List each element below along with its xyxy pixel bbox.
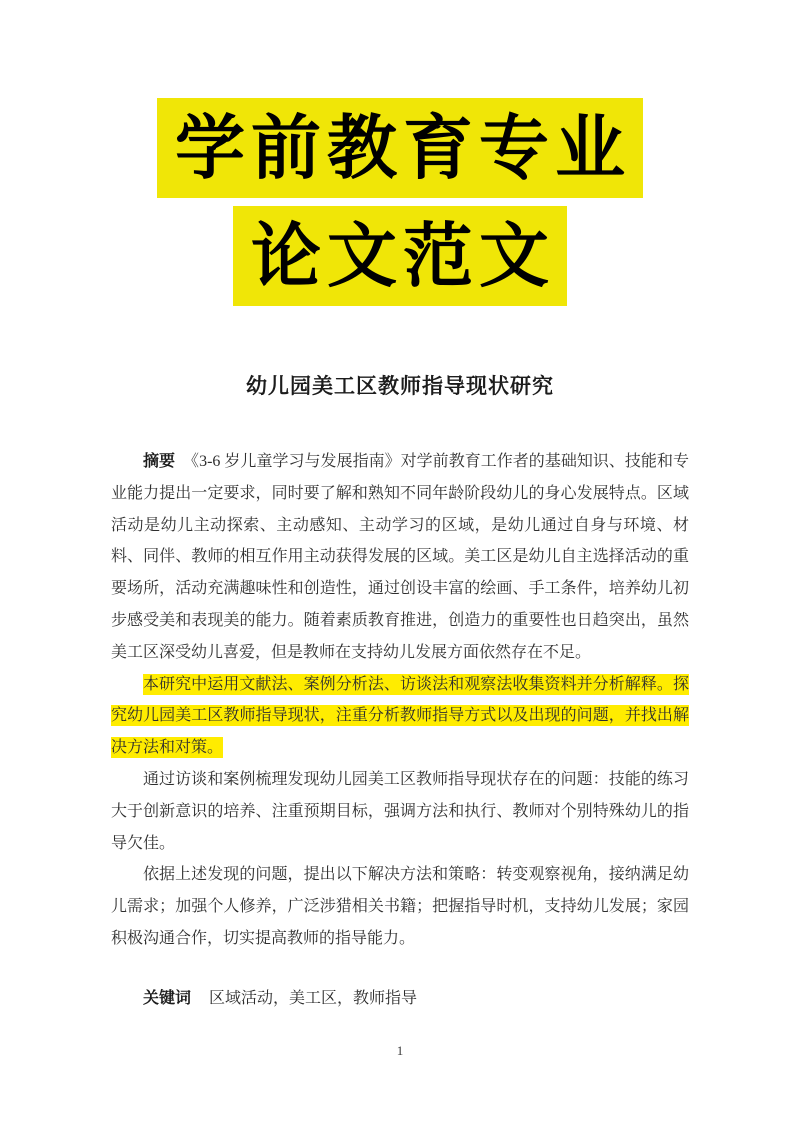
strategies-text: 依据上述发现的问题，提出以下解决方法和策略：转变观察视角，接纳满足幼儿需求；加强个人修养，广泛涉猎相关书籍；把握指导时机，支持幼儿发展；家园积极沟通合作，切实提高教师的指导能力。 — [111, 866, 689, 947]
highlighted-paragraph — [111, 669, 689, 764]
article-title: 幼儿园美工区教师指导现状研究 — [246, 375, 554, 398]
abstract-section — [111, 446, 689, 1015]
banner-title — [0, 0, 800, 306]
strategies-paragraph — [111, 859, 689, 954]
keywords-row — [111, 983, 689, 1015]
highlighted-text: 本研究中运用文献法、案例分析法、访谈法和观察法收集资料并分析解释。探究幼儿园美工区教师指导现状，注重分析教师指导方式以及出现的问题，并找出解决方法和对策。 — [111, 675, 689, 757]
abstract-label: 摘要 — [143, 453, 176, 470]
banner-title-line2: 论文范文 — [233, 206, 567, 306]
banner-title-line1: 学前教育专业 — [157, 98, 643, 198]
abstract-paragraph — [111, 446, 689, 669]
findings-paragraph — [111, 764, 689, 859]
keywords-text: 区域活动，美工区，教师指导 — [209, 989, 418, 1007]
findings-text: 通过访谈和案例梳理发现幼儿园美工区教师指导现状存在的问题：技能的练习大于创新意识的培养、注重预期目标，强调方法和执行、教师对个别特殊幼儿的指导欠佳。 — [111, 770, 689, 852]
abstract-text: 《3-6 岁儿童学习与发展指南》对学前教育工作者的基础知识、技能和专业能力提出一定要求，同时要了解和熟知不同年龄阶段幼儿的身心发展特点。区域活动是幼儿主动探索、主动感知、主动学习的区域，是幼儿通过自身与环境、材料、同伴、教师的相互作用主动获得发展的区域。美工区是幼儿自主选择活动的重要场所，活动充满趣味性和创造性，通过创设丰富的绘画、手工条件，培养幼儿初步感受美和表现美的能力。随着素质教育推进，创造力的重要性也日趋突出，虽然美工区深受幼儿喜爱，但是教师在支持幼儿发展方面依然存在不足。 — [111, 453, 689, 661]
keywords-label: 关键词 — [143, 989, 192, 1007]
page-number: 1 — [396, 1043, 404, 1058]
